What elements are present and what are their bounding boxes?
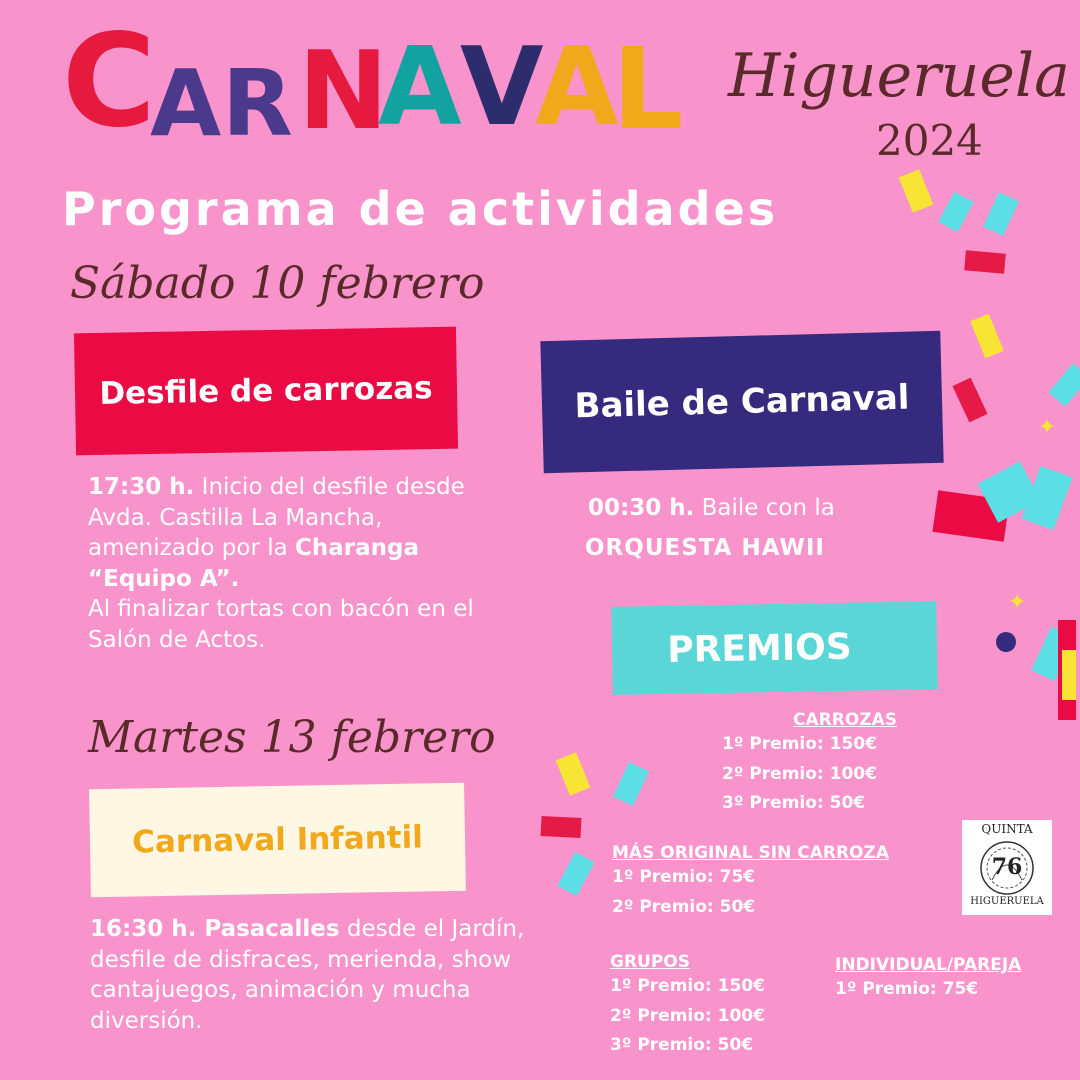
- logo-top-text: QUINTA: [981, 822, 1033, 836]
- sparkle-icon: ✦: [1008, 590, 1027, 615]
- confetti-piece: [541, 816, 582, 838]
- prizes-individual: [835, 955, 1021, 1005]
- confetti-piece: [613, 762, 649, 806]
- prizes-banner: [611, 601, 937, 695]
- parade-description: [88, 472, 498, 655]
- kids-description: [90, 914, 545, 1036]
- title-letter: R: [222, 50, 291, 157]
- prizes-grupos: [610, 952, 765, 1061]
- confetti-piece: [996, 632, 1016, 652]
- confetti-piece: [1021, 466, 1072, 530]
- title-letter: A: [378, 25, 460, 150]
- title-letter: L: [612, 25, 682, 155]
- sparkle-icon: ✦: [1038, 415, 1057, 440]
- kids-label: Carnaval Infantil: [131, 819, 424, 861]
- prizes-original: [612, 843, 889, 922]
- confetti-piece: [964, 250, 1006, 273]
- confetti-piece: [557, 852, 594, 896]
- confetti-piece: [938, 192, 973, 232]
- parade-label: Desfile de carrozas: [99, 370, 433, 412]
- kids-banner: [89, 783, 466, 898]
- town-name: Higueruela: [728, 41, 1070, 111]
- confetti-piece: [983, 192, 1019, 236]
- band-name: Charanga “Equipo A”.: [88, 535, 419, 592]
- prize-category-heading: GRUPOS: [610, 952, 691, 972]
- prize-category-heading: MÁS ORIGINAL SIN CARROZA: [612, 843, 889, 863]
- prize-line: 1º Premio: 150€: [610, 976, 765, 996]
- prize-line: 2º Premio: 100€: [722, 763, 877, 784]
- logo-bottom-text: HIGUERUELA: [970, 896, 1044, 907]
- prize-line: 2º Premio: 100€: [610, 1005, 765, 1026]
- confetti-piece: [1062, 650, 1076, 700]
- parade-text: Inicio del desfile desde Avda. Castilla La Mancha, amenizado por la: [88, 474, 465, 561]
- confetti-piece: [1048, 363, 1080, 406]
- prize-line: 2º Premio: 50€: [612, 896, 756, 917]
- title-letter: C: [62, 7, 154, 156]
- kids-time-activity: 16:30 h. Pasacalles: [90, 916, 340, 942]
- tuesday-date: Martes 13 febrero: [88, 712, 496, 763]
- parade-after-text: Al finalizar tortas con bacón en el Salón de Actos.: [88, 596, 474, 653]
- title-letter: N: [298, 29, 387, 154]
- prize-category-heading: CARROZAS: [793, 710, 897, 730]
- prize-line: 1º Premio: 150€: [722, 734, 877, 754]
- prizes-label: PREMIOS: [666, 626, 853, 671]
- dance-time: 00:30 h.: [588, 495, 695, 521]
- logo-number: 76: [991, 854, 1023, 880]
- title-letter: V: [460, 25, 542, 150]
- saturday-date: Sábado 10 febrero: [70, 258, 485, 309]
- quinta-logo: [962, 820, 1052, 915]
- parade-time: 17:30 h.: [88, 474, 195, 500]
- dance-label: Baile de Carnaval: [574, 377, 910, 427]
- title-letter: A: [535, 25, 617, 150]
- dance-text: Baile con la: [694, 495, 835, 521]
- prizes-carrozas: [722, 710, 902, 819]
- dance-banner: [540, 331, 943, 473]
- year: 2024: [876, 116, 983, 165]
- prize-category-heading: INDIVIDUAL/PAREJA: [835, 955, 1022, 975]
- confetti-piece: [952, 378, 987, 423]
- kids-text: desde el Jardín, desfile de disfraces, merienda, show cantajuegos, animación y mucha diversión.: [90, 916, 525, 1034]
- parade-banner: [74, 327, 458, 456]
- prize-line: 1º Premio: 75€: [612, 867, 756, 887]
- title-letter: A: [150, 50, 220, 157]
- program-subtitle: Programa de actividades: [62, 182, 779, 236]
- dance-description: [588, 493, 918, 524]
- confetti-piece: [899, 169, 934, 212]
- prize-line: 1º Premio: 75€: [835, 979, 979, 999]
- prize-line: 3º Premio: 50€: [722, 793, 866, 813]
- confetti-piece: [970, 314, 1004, 359]
- confetti-piece: [556, 752, 591, 795]
- prize-line: 3º Premio: 50€: [610, 1035, 754, 1055]
- orchestra-name: ORQUESTA HAWII: [585, 535, 825, 561]
